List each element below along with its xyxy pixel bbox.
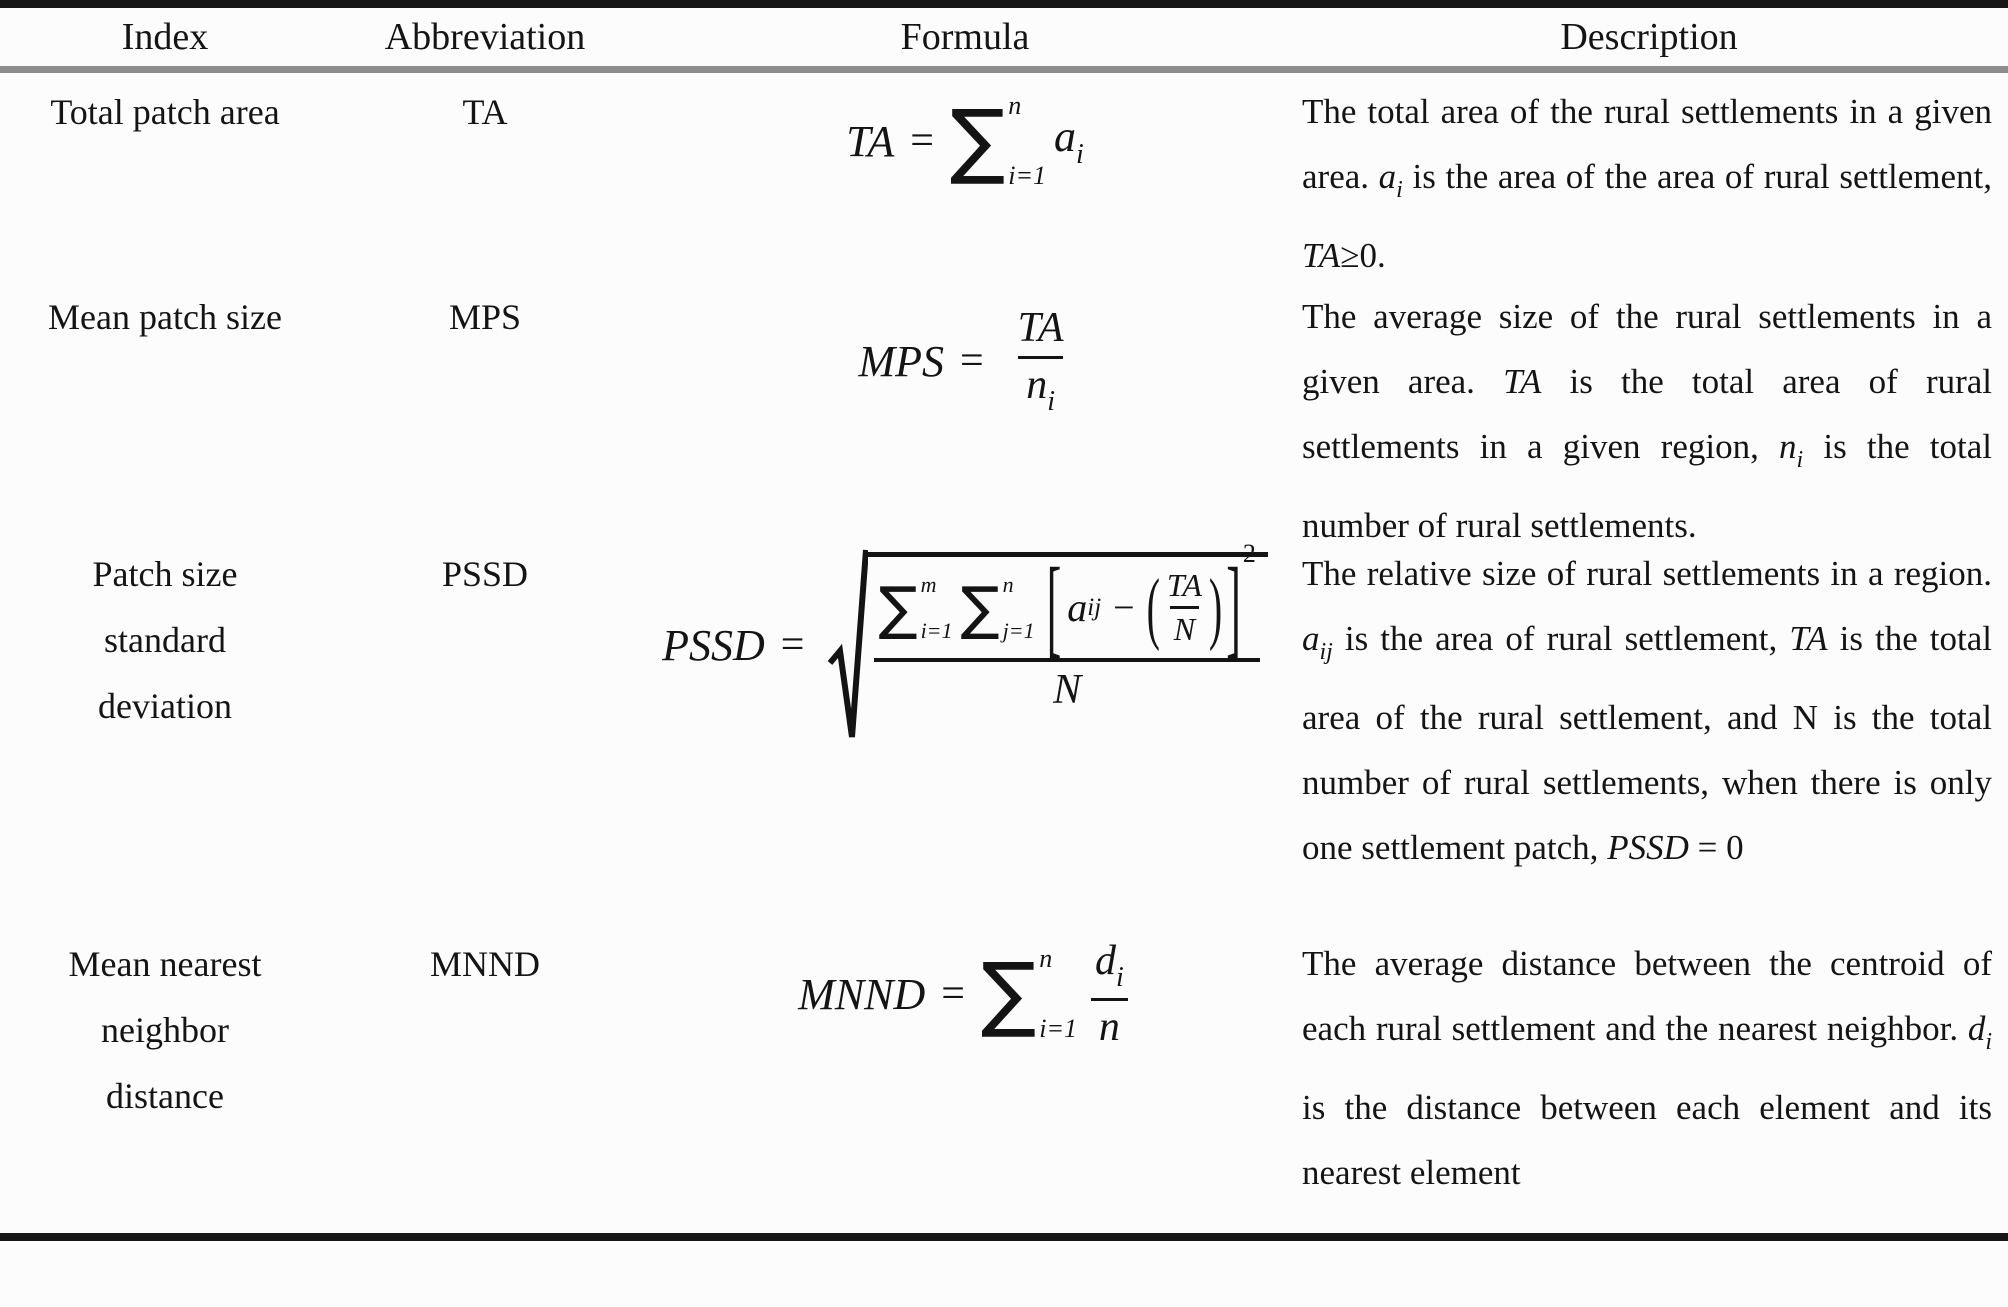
cell-abbreviation: TA (462, 92, 508, 132)
equals-sign: = (910, 118, 934, 164)
cell-description (1290, 925, 2008, 1233)
limit-upper: n (1002, 571, 1014, 597)
table-row (0, 925, 2008, 1233)
math-var: TA (1503, 362, 1542, 401)
math-var: $d_i$ (1967, 1009, 1993, 1055)
cell-abbreviation: MNND (429, 944, 540, 984)
summation-limits (921, 572, 953, 644)
formula-lhs: MPS (858, 336, 944, 386)
formula-mps (858, 304, 1071, 418)
limit-lower: i=1 (920, 617, 953, 643)
limit-upper: n (1008, 91, 1022, 120)
cell-description (1290, 535, 2008, 925)
formula-lhs: PSSD (662, 620, 765, 670)
desc-text: is the total area of the rural settlement, and N is the total number of rural settlements, when there is only one settlement patch, (1302, 619, 1993, 867)
index-line: Patch size (92, 554, 238, 594)
cell-formula (640, 535, 1290, 925)
cell-description (1290, 278, 2008, 558)
right-bracket: ] (1226, 545, 1241, 668)
math-var: $n_i$ (1779, 427, 1804, 473)
cell-index (0, 73, 330, 288)
cell-index (0, 925, 330, 1233)
formula-pssd (662, 538, 1268, 745)
fraction-numerator: TA (1017, 305, 1064, 351)
column-header-formula: Formula (900, 16, 1030, 58)
summation-limits (1008, 91, 1046, 191)
table-row (0, 535, 2008, 925)
summation-limits (1003, 572, 1035, 644)
fraction-numerator: TA (1166, 567, 1202, 603)
var-base: a (1067, 585, 1088, 630)
var-subscript: ij (1087, 593, 1102, 621)
sigma-symbol: ∑ (949, 93, 1006, 188)
left-bracket: [ (1046, 545, 1062, 668)
desc-text: is the area of the area of rural settlement, (1412, 157, 1993, 196)
cell-index (0, 278, 330, 558)
cell-abbreviation: MPS (448, 297, 522, 337)
index-line: Mean nearest (68, 944, 262, 984)
exponent: 2 (1242, 538, 1256, 568)
summand (1054, 111, 1084, 171)
sigma-symbol: ∑ (980, 946, 1037, 1041)
desc-text: The total area of the rural settlements in a given area. (1302, 92, 1992, 196)
index-line: neighbor (101, 1010, 229, 1050)
index-line: deviation (98, 686, 232, 726)
desc-text: = 0 (1697, 828, 1744, 867)
table-row (0, 73, 2008, 278)
fraction-numerator (874, 538, 1259, 668)
left-paren: ( (1146, 561, 1160, 652)
index-line: Mean patch size (48, 297, 282, 337)
column-header-abbreviation: Abbreviation (384, 16, 586, 58)
cell-description (1290, 73, 2008, 288)
var-subscript: i (1047, 386, 1055, 417)
sigma-symbol: ∑ (960, 573, 1000, 642)
bracket-expression (1046, 538, 1256, 668)
math-var: $a_i$ (1378, 157, 1403, 203)
desc-text: is the distance between each element and its nearest element (1302, 1088, 1992, 1192)
fraction-denominator: N (1170, 606, 1199, 648)
cell-abbreviation: PSSD (441, 554, 529, 594)
formula-mnnd (798, 937, 1132, 1051)
inner-fraction (1163, 567, 1206, 648)
fraction-numerator (1087, 937, 1132, 998)
square-root (828, 538, 1267, 745)
index-line: Total patch area (50, 92, 280, 132)
minus-sign: − (1113, 586, 1135, 629)
desc-text: ≥0. (1340, 236, 1386, 275)
limit-lower: i=1 (1039, 1014, 1078, 1043)
limit-lower: i=1 (1008, 161, 1047, 190)
table-header-row (0, 8, 2008, 73)
desc-text: is the area of rural settlement, (1344, 619, 1778, 658)
summation (961, 572, 1043, 644)
fraction-denominator: N (874, 658, 1259, 714)
math-var-subscript: ij (1319, 639, 1333, 665)
index-line: distance (106, 1076, 224, 1116)
equals-sign: = (780, 622, 805, 668)
fraction-denominator: n (1091, 998, 1128, 1051)
math-var: TA (1789, 619, 1828, 658)
fraction-denominator (1018, 356, 1063, 418)
fraction (1010, 304, 1072, 418)
desc-text: is the total number of rural settlements. (1302, 427, 1992, 545)
formula-lhs: MNND (798, 969, 926, 1019)
desc-text: is the total area of rural settlements in a given region, (1302, 362, 1993, 466)
limit-upper: m (920, 571, 937, 597)
var-subscript: i (1076, 139, 1084, 170)
index-line: standard (104, 620, 226, 660)
var-subscript: i (1116, 962, 1124, 993)
cell-formula (640, 73, 1290, 288)
sqrt-content (864, 538, 1267, 714)
desc-text: The relative size of rural settlements in a region. (1302, 554, 1992, 593)
math-var: PSSD (1607, 828, 1689, 867)
cell-formula (640, 278, 1290, 558)
desc-text: The average size of the rural settlements in a given area. (1302, 297, 1992, 401)
summation (950, 91, 1046, 191)
math-var-subscript: i (1396, 177, 1403, 203)
sqrt-radical-icon (828, 545, 868, 745)
table-row (0, 278, 2008, 545)
summation-limits (1039, 944, 1077, 1044)
limit-lower: j=1 (1002, 617, 1035, 643)
fraction (874, 538, 1259, 714)
column-header-index: Index (121, 16, 209, 58)
cell-formula (640, 925, 1290, 1233)
fraction (1087, 937, 1132, 1051)
var-base: n (1026, 362, 1048, 408)
desc-text: The average distance between the centroid of each rural settlement and the nearest neighbor. (1302, 944, 1992, 1048)
formula-ta (846, 91, 1084, 191)
equals-sign: = (941, 971, 965, 1017)
summation (878, 572, 960, 644)
cell-index (0, 535, 330, 925)
var-base: d (1095, 938, 1117, 984)
limit-upper: n (1039, 944, 1053, 973)
math-var-subscript: i (1985, 1029, 1993, 1055)
equals-sign: = (959, 338, 984, 384)
right-paren: ) (1208, 561, 1223, 652)
math-var: $a_{ij}$ (1302, 619, 1333, 665)
formula-lhs: TA (846, 116, 895, 166)
column-header-description: Description (1560, 16, 1738, 58)
math-var: TA (1302, 236, 1341, 275)
sigma-symbol: ∑ (878, 573, 918, 642)
var-base: a (1054, 112, 1077, 161)
math-var-subscript: i (1796, 447, 1804, 473)
summation (981, 944, 1077, 1044)
